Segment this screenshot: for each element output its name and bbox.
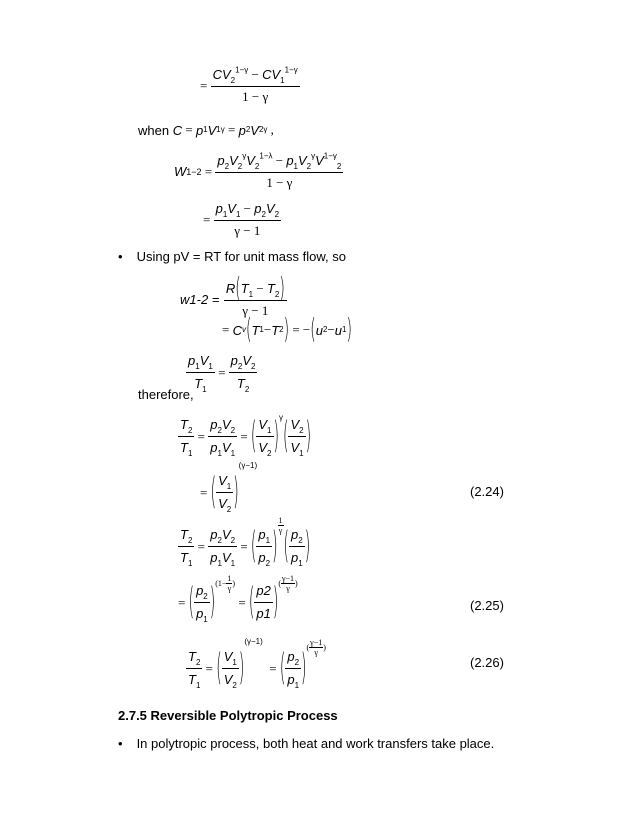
equation-work-cv: = $\frac{CV_2^{1-\gamma} - CV_1^{1-\gamma}}{1 - \gamma}$: [200, 65, 298, 104]
equation-w12-simplified: = $\frac{p_1V_1 - p_2V_2}{\gamma - 1}$: [203, 201, 280, 238]
equation-w12-rt: w1-2 = $\frac{R(T_1 - T_2)}{\gamma - 1}$: [180, 272, 285, 318]
bullet-icon: •: [118, 249, 123, 264]
equation-2-25: = ( $\frac{p_2}{p_1}$ ) (1− $\frac{1}{\gamma}$ ) = ( $\frac{p2}{p1}$ ) ( $\frac{\gamma-1}{\gamma}$ ): [178, 574, 298, 625]
bullet-using-pv-rt: [118, 249, 346, 264]
section-heading: [118, 708, 338, 723]
equation-number-2-24: (2.24): [470, 484, 504, 499]
therefore-text: therefore,: [138, 387, 194, 402]
equation-w12-expanded: W 1−2 = $\frac{p_2V_2^\gamma V_2^{1-\lambda} - p_1V_2^\gamma V^{1-\gamma}_2}{1 - \gamma}$: [174, 151, 342, 190]
equation-2-24: = ( $\frac{V_1}{V_2}$ ) (γ−1): [200, 461, 258, 515]
polytropic-text: In polytropic process, both heat and work transfers take place.: [136, 736, 495, 751]
equation-constant-c: when C = p 1 V 1 γ = p 2 V 2 γ ,: [138, 122, 274, 138]
bullet-polytropic: [118, 736, 494, 751]
equation-number-2-26: (2.26): [470, 655, 504, 670]
bullet-icon: •: [118, 736, 123, 751]
when-label: when: [138, 122, 170, 138]
using-text: Using pV = RT for unit mass flow, so: [136, 249, 346, 264]
equation-ideal-gas-ratio: $\frac{p_1V_1}{T_1}$ = $\frac{p_2V_2}{T_2}$: [188, 353, 256, 395]
equation-cv-internal-energy: = C v ( T 1 − T 2 ) = − ( u 2 − u 1 ): [222, 314, 352, 346]
equation-temperature-pressure-ratio: $\frac{T_2}{T_1}$ = $\frac{p_2V_2}{p_1V_1}$ = ( $\frac{p_1}{p_2}$ ) $\frac{1}{\gamma}$ ( $\frac{p_2}{p_1}$ ): [180, 516, 311, 569]
w12-label: w1-2 =: [180, 292, 220, 307]
equation-2-26: $\frac{T_2}{T_1}$ = ( $\frac{V_1}{V_2}$ ) (γ−1) = ( $\frac{p_2}{p_1}$ ) ( $\frac{\gamma-1}{\gamma}$ ): [188, 637, 326, 691]
equation-number-2-25: (2.25): [470, 598, 504, 613]
section-heading-text: 2.7.5 Reversible Polytropic Process: [118, 708, 338, 723]
equation-temperature-ratio: $\frac{T_2}{T_1}$ = $\frac{p_2V_2}{p_1V_1}$ = ( $\frac{V_1}{V_2}$ ) γ ( $\frac{V_2}{V_1}$ ): [180, 413, 312, 459]
